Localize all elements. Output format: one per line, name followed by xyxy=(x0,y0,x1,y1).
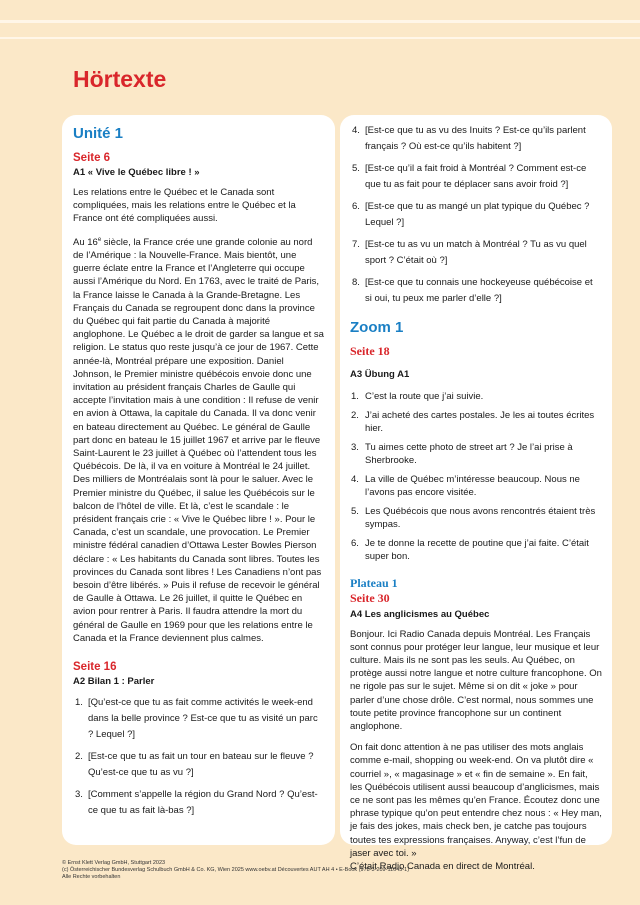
plateau-title: Plateau 1 xyxy=(350,575,398,590)
list-item: 8. [Est-ce que tu connais une hockeyeuse québécoise et si oui, tu peux me parler d’elle ?] xyxy=(352,277,593,304)
page-title: Hörtexte xyxy=(73,66,167,92)
paragraph: Au 16e siècle, la France crée une grande colonie au nord de l’Amérique : la Nouvelle-France. Mais bientôt, une guerre éclate entre la France et l’Angleterre qui occupe aussi l’Amérique du Nord. En 1763, avec le traité de Paris, la France laisse le Canada à la Grande-Bretagne. Les Français du Canada se regroupent donc dans la province du Québec qui fait partie du Canada à majorité anglophone. Le Québec a le droit de garder sa langue et sa religion. Le status quo reste jusqu’à ce jour de 1967. Cette année-là, Montréal prépare une exposition. Daniel Johnson, le Premier ministre québécois envoie donc une invitation au président français Charles de Gaulle qui accepte l’invitation mais à une condition : Il refuse de venir en avion à Ottawa, la capitale du Canada. Il va donc venir en bateau directement au Québec. Le général de Gaulle part donc en bateau le 15 juillet 1967 et arrive par le fleuve Saint-Laurent le 23 juillet à Québec où l’attendent tous les Québécois. De là, il va en voiture à Montréal le 24 juillet. Des milliers de Montréalais sont là pour le saluer. Avec le Premier ministre du Québec, il salue les Québécois sur le balcon de l’hôtel de ville. Et là, c’est le scandale : le président français crie : « Vive le Québec libre ! ». Pour le Canada, c’est un scandale, une provocation. Le Premier ministre fédéral canadien d’Ottawa Lester Bowles Pierson déclare : « Les habitants du Canada sont libres. Toutes les provinces du Canada sont libres ! Les Canadiens n’ont pas besoin d’être libérés. » Puis il refuse de recevoir le général de Gaulle à Ottawa. Le 26 juillet, il quitte le Québec en avion pour rentrer à Paris. Il faudra attendre la mort du général de Gaulle en 1969 pour que les relations entre le Canada et la France deviennent plus calmes. xyxy=(73,236,324,644)
paragraph: On fait donc attention à ne pas utiliser des mots anglais comme e-mail, shopping ou week-end. On va plutôt dire « courriel », « magasinage » et « fin de semaine ». En fait, les Québécois utilisent aussi beaucoup d’anglicismes, mais ce ne sont pas les mêmes qu’en France. Écoutez donc une phrase typique qu’on peut entendre chez nous : « Hey man, je fais des jokes, mais check ben, je catche pas toujours toutes tes expressions françaises. Anyway, c’est l’fun de jaser avec toi. » xyxy=(350,742,602,859)
footer-line: © Ernst Klett Verlag GmbH, Stuttgart 2023 xyxy=(62,860,166,866)
decorative-line xyxy=(0,37,640,39)
section-page-30: Seite 30 xyxy=(350,590,390,605)
left-panel xyxy=(62,115,335,845)
exercise-list xyxy=(350,390,602,564)
paragraph: Bonjour. Ici Radio Canada depuis Montréal. Les Français sont connus pour protéger leur langue, leur musique et leur culture. Mais ils ne sont pas les seuls. Au Québec, on protège aussi notre langue et notre culture francophone. On ne rigole pas sur le sujet. Même si on dit « joke » pour parler d’une chose drôle. C’est normal, nous sommes une toute petite province francophone sur un continent anglophone. xyxy=(350,628,602,732)
right-panel xyxy=(340,115,612,872)
decorative-line xyxy=(0,20,640,23)
list-item: 3. Tu aimes cette photo de street art ? Je l’ai prise à Sherbrooke. xyxy=(351,441,573,466)
section-page-18: Seite 18 xyxy=(350,344,390,358)
paragraph: Les relations entre le Québec et le Canada sont compliquées, mais les relations entre le Québec et la France ont été compliquées aussi. xyxy=(73,187,296,225)
list-item: 3. [Comment s’appelle la région du Grand Nord ? Qu’est-ce que tu as fait là-bas ?] xyxy=(75,789,318,817)
copyright-footer xyxy=(62,860,409,881)
zoom-title: Zoom 1 xyxy=(350,319,404,336)
list-item: 4. La ville de Québec m’intéresse beaucoup. Nous ne l’avons pas encore visitée. xyxy=(351,473,580,498)
section-page-16: Seite 16 xyxy=(73,661,117,674)
exercise-title-a2: A2 Bilan 1 : Parler xyxy=(73,676,155,688)
list-item: 5. [Est-ce qu’il a fait froid à Montréal ? Comment est-ce que tu as fait pour te déplacer sans avoir froid ?] xyxy=(352,163,587,190)
exercise-title-a4: A4 Les anglicismes au Québec xyxy=(350,608,490,620)
question-list-continued xyxy=(350,123,602,307)
list-item: 4. [Est-ce que tu as vu des Inuits ? Est-ce qu’ils parlent français ? Où est-ce qu’ils habitent ?] xyxy=(352,125,586,152)
list-item: 1. [Qu’est-ce que tu as fait comme activités le week-end dans la belle province ? Est-ce que tu as visité un parc ? Lequel ?] xyxy=(75,697,318,741)
question-list xyxy=(73,695,324,819)
list-item: 6. Je te donne la recette de poutine que j’ai faite. C’était super bon. xyxy=(351,537,589,562)
exercise-title-a3: A3 Übung A1 xyxy=(350,369,410,380)
footer-line: Alle Rechte vorbehalten xyxy=(62,874,121,880)
list-item: 5. Les Québécois que nous avons rencontrés étaient très sympas. xyxy=(351,505,596,530)
paragraph: C’était Radio Canada en direct de Montréal. xyxy=(350,860,535,872)
list-item: 2. [Est-ce que tu as fait un tour en bateau sur le fleuve ? Qu’est-ce que tu as vu ?] xyxy=(75,751,314,779)
list-item: 6. [Est-ce que tu as mangé un plat typique du Québec ? Lequel ?] xyxy=(352,201,590,228)
list-item: 7. [Est-ce tu as vu un match à Montréal ? Tu as vu quel sport ? C’était où ?] xyxy=(352,239,587,266)
footer-line: (c) Österreichischer Bundesverlag Schulbuch GmbH & Co. KG, Wien 2025 www.oebv.at Découvertes AUT AH 4 • E-Book (978-3-209-11645-1) xyxy=(62,867,410,873)
exercise-title-a1: A1 « Vive le Québec libre ! » xyxy=(73,167,200,178)
paragraph-text: siècle, la France crée une grande colonie au nord de l’Amérique : la Nouvelle-France. Mais bientôt, une guerre éclate entre la France et l’Angleterre qui occupe aussi l’Amérique du Nord. En 1763, avec le traité de Paris, la France laisse le Canada à la Grande-Bretagne. Les Français du Canada se regroupent donc dans la province du Québec qui fait partie du Canada à majorité anglophone. Le Québec a le droit de garder sa langue et sa religion. Le status quo reste jusqu’à ce jour de 1967. Cette année-là, Montréal prépare une exposition. Daniel Johnson, le Premier ministre québécois envoie donc une invitation au président français Charles de Gaulle qui accepte l’invitation mais à une condition : Il refuse de venir en avion à Ottawa, la capitale du Canada. Il va donc venir en bateau directement au Québec. Le général de Gaulle part donc en bateau le 15 juillet 1967 et arrive par le fleuve Saint-Laurent le 23 juillet à Québec où l’attendent tous les Québécois. De là, il va en voiture à Montréal le 24 juillet. Des milliers de Montréalais sont là pour le saluer. Avec le Premier ministre du Québec, il salue les Québécois sur le balcon de l’hôtel de ville. Et là, c’est le scandale : le président français crie : « Vive le Québec libre ! ». Pour le Canada, c’est un scandale, une provocation. Le Premier ministre fédéral canadien d’Ottawa Lester Bowles Pierson déclare : « Les habitants du Canada sont libres. Toutes les provinces du Canada sont libres ! Les Canadiens n’ont pas besoin d’être libérés. » Puis il refuse de recevoir le général de Gaulle à Ottawa. Le 26 juillet, il quitte le Québec en avion pour rentrer à Paris. Il faudra attendre la mort du général de Gaulle en 1969 pour que les relations entre le Canada et la France deviennent plus calmes. xyxy=(73,236,324,644)
unit-title: Unité 1 xyxy=(73,125,124,142)
list-item: 2. J’ai acheté des cartes postales. Je les ai toutes écrites hier. xyxy=(351,409,595,434)
section-page-6: Seite 6 xyxy=(73,152,111,164)
list-item: 1. C’est la route que j’ai suivie. xyxy=(351,391,484,402)
